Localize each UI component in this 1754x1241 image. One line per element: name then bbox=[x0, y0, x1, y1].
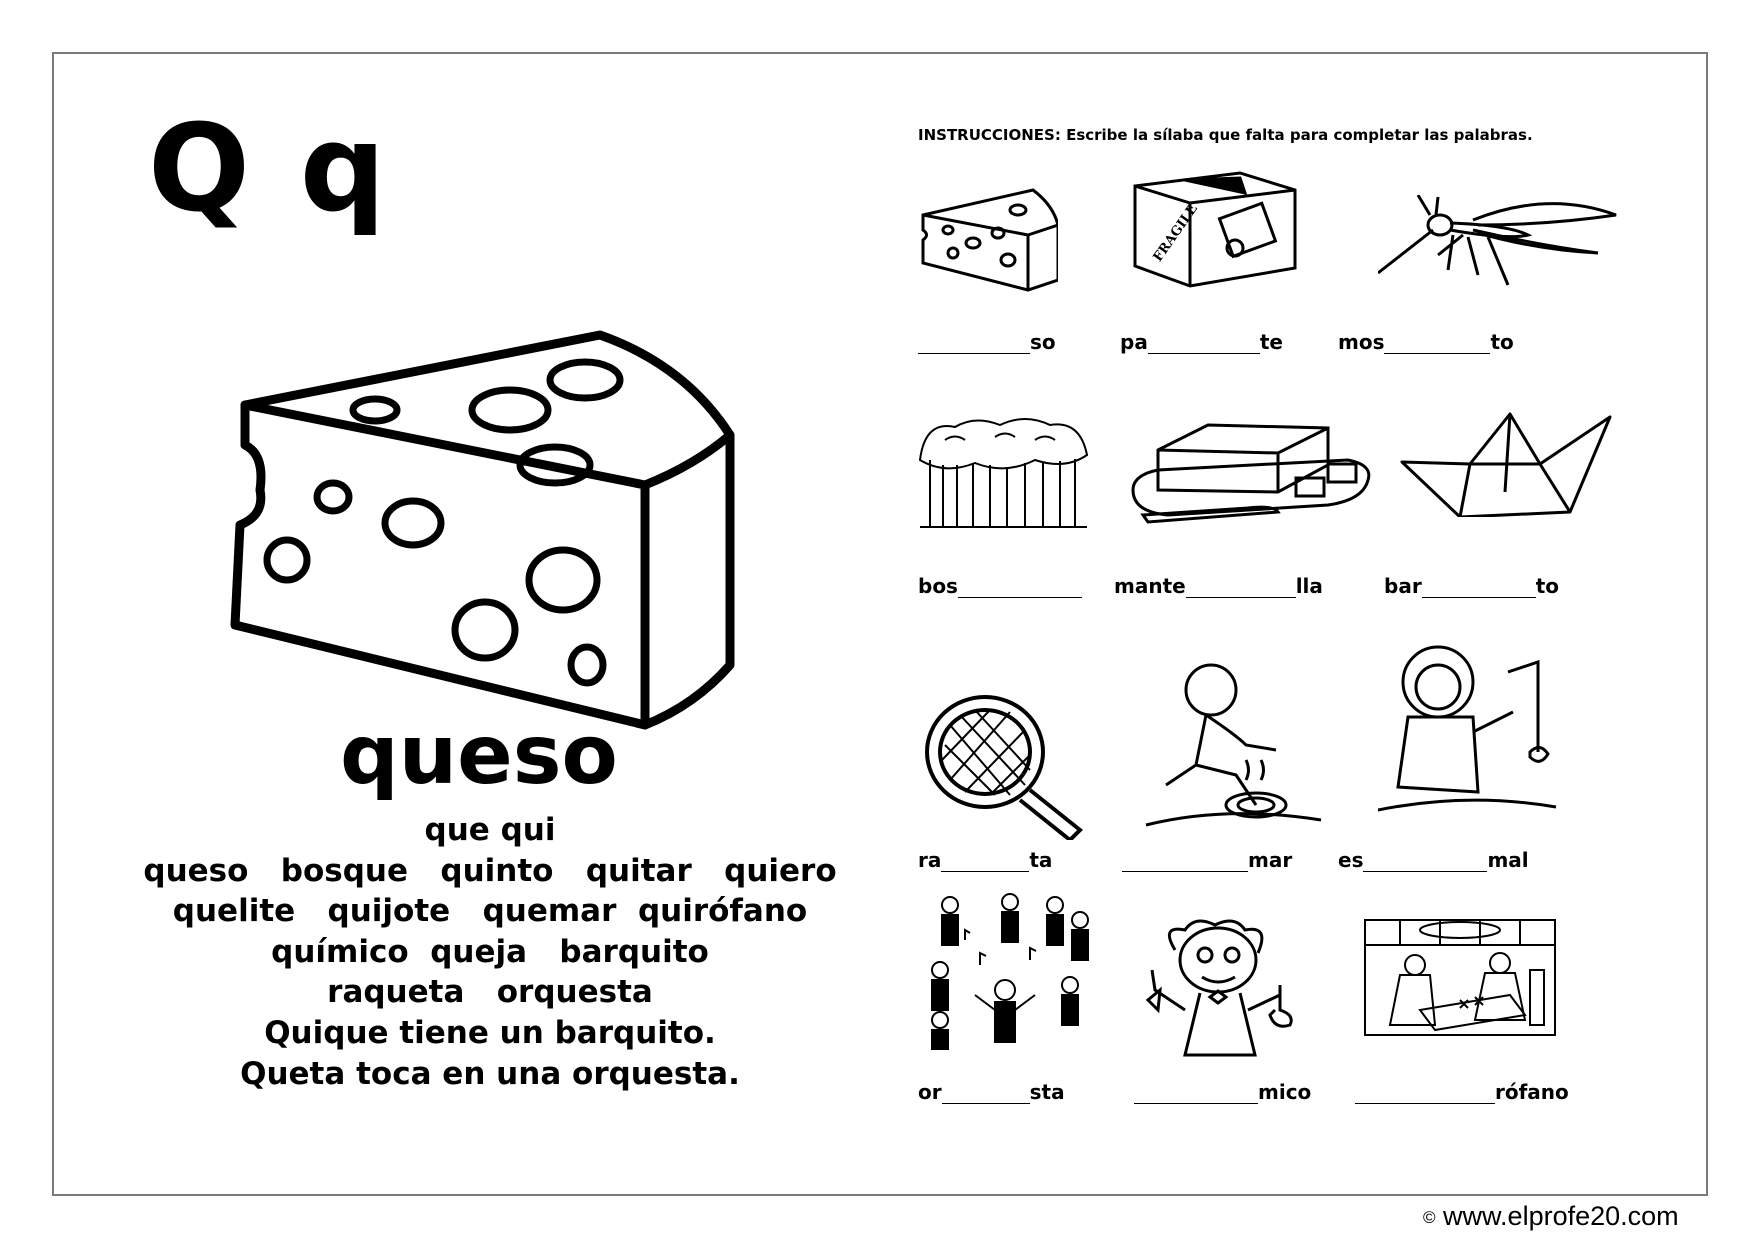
word-list bbox=[110, 810, 870, 1094]
word-line: químico queja barquito bbox=[271, 933, 709, 970]
orchestra-icon bbox=[920, 890, 1100, 1050]
package-icon bbox=[1130, 168, 1300, 288]
eskimo-icon bbox=[1378, 642, 1558, 812]
copyright-symbol: © bbox=[1423, 1207, 1436, 1227]
paper-boat-icon bbox=[1400, 412, 1615, 517]
instructions bbox=[918, 126, 1533, 144]
instructions-text: Escribe la sílaba que falta para completar las palabras. bbox=[1060, 126, 1533, 144]
main-word: queso bbox=[340, 708, 618, 803]
exercise-caption: rófano bbox=[1355, 1080, 1569, 1104]
word-line: raqueta orquesta bbox=[327, 974, 653, 1011]
answer-blank[interactable] bbox=[1363, 853, 1487, 872]
answer-blank[interactable] bbox=[1186, 579, 1296, 598]
exercise-caption: or sta bbox=[918, 1080, 1065, 1104]
word-line: queso bosque quinto quitar quiero bbox=[143, 852, 837, 889]
exercise-caption: so bbox=[918, 330, 1056, 354]
burned-boy-icon bbox=[1126, 655, 1326, 830]
letter-title: Q q bbox=[148, 100, 390, 239]
exercise-caption: mar bbox=[1122, 848, 1292, 872]
exercise-caption: pa te bbox=[1120, 330, 1283, 354]
sentence-line: Queta toca en una orquesta. bbox=[240, 1055, 740, 1092]
racket-icon bbox=[920, 690, 1095, 840]
answer-blank[interactable] bbox=[1134, 1085, 1258, 1104]
exercise-caption: bos bbox=[918, 574, 1082, 598]
exercise-caption: mos to bbox=[1338, 330, 1514, 354]
forest-icon bbox=[915, 415, 1090, 535]
answer-blank[interactable] bbox=[1355, 1085, 1495, 1104]
chemist-icon bbox=[1140, 915, 1305, 1060]
exercise-caption: es mal bbox=[1338, 848, 1529, 872]
answer-blank[interactable] bbox=[942, 1085, 1030, 1104]
copyright-footer bbox=[1423, 1201, 1679, 1232]
exercise-caption: bar to bbox=[1384, 574, 1559, 598]
answer-blank[interactable] bbox=[1148, 335, 1260, 354]
exercise-caption: mante lla bbox=[1114, 574, 1323, 598]
cheese-icon bbox=[918, 185, 1058, 295]
word-line: que qui bbox=[424, 812, 556, 848]
answer-blank[interactable] bbox=[1384, 335, 1490, 354]
sentence-line: Quique tiene un barquito. bbox=[264, 1014, 716, 1051]
exercise-caption: ra ta bbox=[918, 848, 1053, 872]
word-line: quelite quijote quemar quirófano bbox=[172, 893, 808, 930]
answer-blank[interactable] bbox=[1122, 853, 1248, 872]
butter-icon bbox=[1128, 420, 1373, 530]
instructions-label: INSTRUCCIONES: bbox=[918, 126, 1061, 144]
site-url[interactable]: www.elprofe20.com bbox=[1443, 1201, 1679, 1231]
answer-blank[interactable] bbox=[1422, 579, 1536, 598]
cheese-illustration bbox=[225, 325, 755, 735]
fragile-stamp: FRAGILE bbox=[1150, 201, 1202, 265]
answer-blank[interactable] bbox=[941, 853, 1029, 872]
operating-room-icon bbox=[1360, 915, 1560, 1045]
mosquito-icon bbox=[1378, 195, 1618, 295]
exercise-caption: mico bbox=[1134, 1080, 1311, 1104]
answer-blank[interactable] bbox=[958, 579, 1082, 598]
answer-blank[interactable] bbox=[918, 335, 1030, 354]
